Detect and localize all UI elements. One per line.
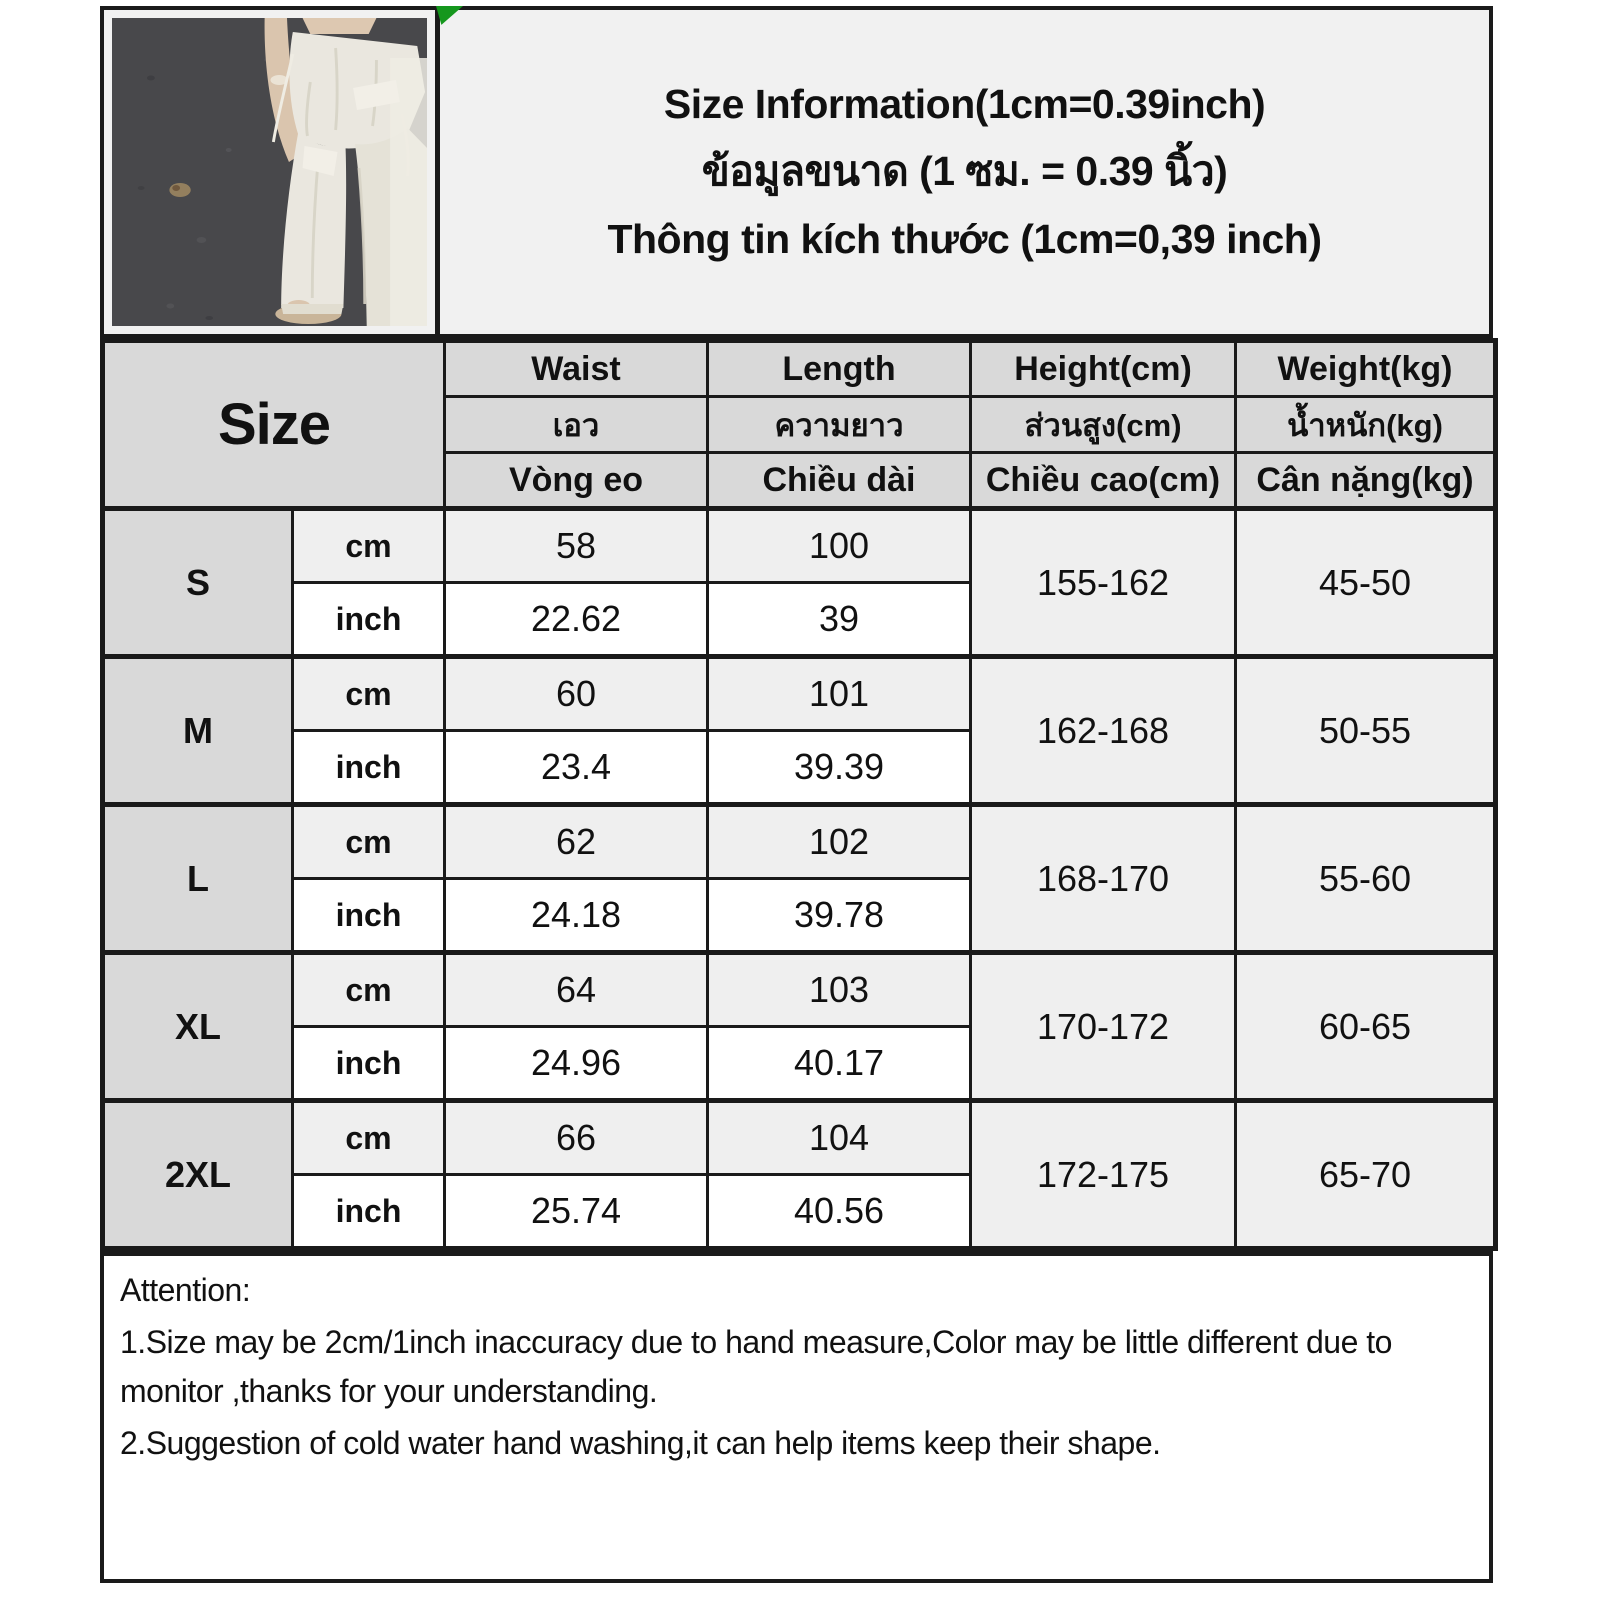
- waist-inch-value: 25.74: [445, 1175, 708, 1249]
- length-cm-value: 103: [708, 953, 971, 1027]
- size-row-cm: [103, 805, 1496, 879]
- height-header-vi: Chiều cao(cm): [971, 453, 1236, 509]
- unit-cm-cell: cm: [293, 1101, 445, 1175]
- size-label-cell: XL: [103, 953, 293, 1101]
- waist-inch-value: 22.62: [445, 583, 708, 657]
- height-header-en: Height(cm): [971, 341, 1236, 397]
- weight-value: 55-60: [1236, 805, 1496, 953]
- length-inch-value: 40.17: [708, 1027, 971, 1101]
- weight-header-vi: Cân nặng(kg): [1236, 453, 1496, 509]
- length-inch-value: 39.39: [708, 731, 971, 805]
- size-table-header: [103, 341, 1496, 509]
- size-table: [100, 338, 1498, 1251]
- waist-inch-value: 24.96: [445, 1027, 708, 1101]
- height-value: 170-172: [971, 953, 1236, 1101]
- weight-value: 60-65: [1236, 953, 1496, 1101]
- unit-inch-cell: inch: [293, 1175, 445, 1249]
- length-inch-value: 39: [708, 583, 971, 657]
- height-value: 162-168: [971, 657, 1236, 805]
- unit-inch-cell: inch: [293, 731, 445, 805]
- top-row: [100, 6, 1493, 338]
- length-cm-value: 102: [708, 805, 971, 879]
- size-table-body: [103, 509, 1496, 1249]
- length-header-vi: Chiều dài: [708, 453, 971, 509]
- waist-cm-value: 66: [445, 1101, 708, 1175]
- unit-inch-cell: inch: [293, 1027, 445, 1101]
- waist-header-en: Waist: [445, 341, 708, 397]
- length-cm-value: 104: [708, 1101, 971, 1175]
- content-column: [100, 6, 1493, 1583]
- unit-cm-cell: cm: [293, 509, 445, 583]
- waist-inch-value: 24.18: [445, 879, 708, 953]
- waist-header-vi: Vòng eo: [445, 453, 708, 509]
- size-row-cm: [103, 1101, 1496, 1175]
- unit-cm-cell: cm: [293, 953, 445, 1027]
- length-inch-value: 40.56: [708, 1175, 971, 1249]
- size-label-cell: 2XL: [103, 1101, 293, 1249]
- size-row-cm: [103, 509, 1496, 583]
- unit-inch-cell: inch: [293, 583, 445, 657]
- waist-cm-value: 58: [445, 509, 708, 583]
- attention-heading: Attention:: [120, 1272, 251, 1308]
- weight-value: 65-70: [1236, 1101, 1496, 1249]
- size-header-cell: Size: [103, 341, 445, 509]
- weight-value: 50-55: [1236, 657, 1496, 805]
- attention-note-2: 2.Suggestion of cold water hand washing,it can help items keep their shape.: [120, 1424, 1161, 1461]
- size-label-cell: M: [103, 657, 293, 805]
- weight-value: 45-50: [1236, 509, 1496, 657]
- attention-note-1: 1.Size may be 2cm/1inch inaccuracy due to hand measure,Color may be little different due to monitor ,thanks for your understanding.: [120, 1323, 1392, 1410]
- length-cm-value: 101: [708, 657, 971, 731]
- height-value: 172-175: [971, 1101, 1236, 1249]
- unit-cm-cell: cm: [293, 657, 445, 731]
- length-header-th: ความยาว: [708, 397, 971, 453]
- header-row-en: [103, 341, 1496, 397]
- weight-header-en: Weight(kg): [1236, 341, 1496, 397]
- height-value: 168-170: [971, 805, 1236, 953]
- unit-inch-cell: inch: [293, 879, 445, 953]
- size-label-cell: S: [103, 509, 293, 657]
- waist-cm-value: 60: [445, 657, 708, 731]
- product-photo: [112, 18, 427, 326]
- length-header-en: Length: [708, 341, 971, 397]
- waist-cm-value: 64: [445, 953, 708, 1027]
- waist-inch-value: 23.4: [445, 731, 708, 805]
- title-panel: [440, 6, 1493, 338]
- length-cm-value: 100: [708, 509, 971, 583]
- size-label-cell: L: [103, 805, 293, 953]
- height-header-th: ส่วนสูง(cm): [971, 397, 1236, 453]
- waist-cm-value: 62: [445, 805, 708, 879]
- waist-header-th: เอว: [445, 397, 708, 453]
- attention-panel: [100, 1251, 1493, 1583]
- title-vietnamese: Thông tin kích thước (1cm=0,39 inch): [607, 215, 1322, 262]
- unit-cm-cell: cm: [293, 805, 445, 879]
- size-row-cm: [103, 953, 1496, 1027]
- weight-header-th: น้ำหนัก(kg): [1236, 397, 1496, 453]
- length-inch-value: 39.78: [708, 879, 971, 953]
- title-english: Size Information(1cm=0.39inch): [663, 81, 1266, 128]
- size-row-cm: [103, 657, 1496, 731]
- height-value: 155-162: [971, 509, 1236, 657]
- title-thai: ข้อมูลขนาด (1 ซม. = 0.39 นิ้ว): [701, 148, 1228, 195]
- product-photo-frame: [100, 6, 440, 338]
